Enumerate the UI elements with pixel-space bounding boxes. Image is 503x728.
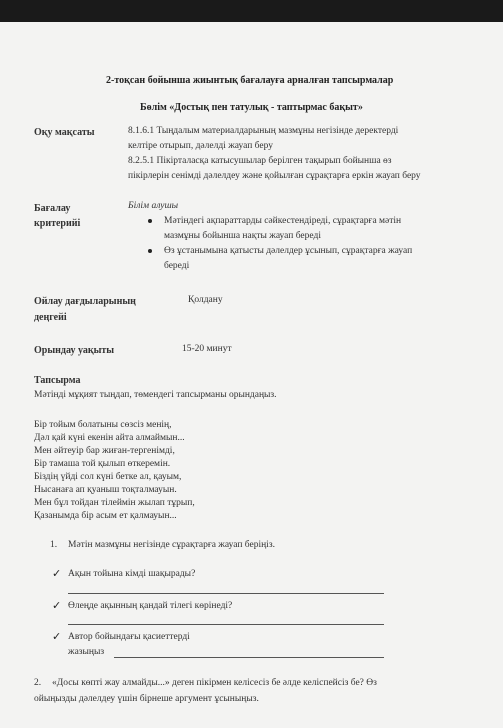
objective-line-3: 8.2.5.1 Пікірталасқа катысушылар берілген тақырып бойынша өз xyxy=(128,156,392,166)
top-dark-band xyxy=(0,0,503,22)
check-icon: ✓ xyxy=(52,568,62,580)
time-label: Орындау уақыты xyxy=(34,345,115,356)
time-value: 15-20 минут xyxy=(182,344,232,354)
task-instruction: Мәтінді мұқият тыңдап, төмендегі тапсырманы орындаңыз. xyxy=(34,390,277,400)
poem-line-6: Нысанаға ап қуаныш тоқталмауын. xyxy=(34,485,177,495)
criteria-bullet-2-line-1: Өз ұстанымына қатысты дәлелдер ұсынып, сұрақтарға жауап xyxy=(164,246,413,256)
criteria-label-1: Бағалау xyxy=(34,203,71,214)
criteria-bullet-1-line-1: Мәтіндегі ақпараттарды сәйкестендіреді, сұрақтарға мәтін xyxy=(164,216,402,226)
question-2-number: 2. xyxy=(34,678,42,688)
poem-line-8: Қазанымда бір асым ет қалмауын... xyxy=(34,511,177,521)
question-1-item-3-line-2: жазыңыз xyxy=(68,647,105,657)
poem-line-5: Біздің үйді сол күні бетке ал, қауым, xyxy=(34,472,182,482)
worksheet-title: 2-тоқсан бойынша жиынтық бағалауға арналған тапсырмалар xyxy=(106,75,394,86)
bullet-dot xyxy=(148,219,152,223)
poem-line-1: Бір тойым болатыны сөзсіз менің, xyxy=(34,420,172,430)
criteria-subtitle: Білім алушы xyxy=(128,201,179,211)
answer-line[interactable] xyxy=(68,593,384,594)
question-1-item-3: Автор бойындағы қасиеттерді xyxy=(68,632,190,642)
bullet-dot xyxy=(148,249,152,253)
criteria-bullet-1-line-2: мазмұны бойынша нақты жауап береді xyxy=(164,231,321,241)
objective-line-1: 8.1.6.1 Тыңдалым материалдарының мазмұны негізінде деректерді xyxy=(128,126,399,136)
check-icon: ✓ xyxy=(52,600,62,612)
thinking-value: Қолдану xyxy=(188,295,223,305)
poem-line-2: Дәл қай күні екенін айта алмаймын... xyxy=(34,433,185,443)
objectives-label: Оқу мақсаты xyxy=(34,127,95,138)
question-2-line-1: «Досы көпті жау алмайды...» деген пікірмен келісесіз бе әлде келіспейсіз бе? Өз xyxy=(52,678,377,688)
poem-line-7: Мен бұл тойдан тілеймін жылап тұрып, xyxy=(34,498,195,508)
thinking-label-1: Ойлау дағдыларының xyxy=(34,296,136,307)
section-title: Бөлім «Достық пен татулық - таптырмас бақыт» xyxy=(140,102,363,113)
thinking-label-2: деңгейі xyxy=(34,312,67,323)
objective-line-2: келтіре отырып, дәлелді жауап беру xyxy=(128,141,273,151)
question-1-text: Мәтін мазмұны негізінде сұрақтарға жауап беріңіз. xyxy=(68,540,275,550)
question-1-number: 1. xyxy=(50,540,58,550)
objective-line-4: пікірлерін сенімді дәлелдеу және қойылған сұрақтарға еркін жауап беру xyxy=(128,171,421,181)
check-icon: ✓ xyxy=(52,631,62,643)
poem-line-3: Мен әйтеуір бар жиған-тергенімді, xyxy=(34,446,175,456)
task-heading: Тапсырма xyxy=(34,375,81,386)
question-1-item-1: Ақын тойына кімді шақырады? xyxy=(68,569,196,579)
question-2-line-2: ойыңызды дәлелдеу үшін бірнеше аргумент ұсыныңыз. xyxy=(34,694,259,704)
criteria-bullet-2-line-2: береді xyxy=(164,261,190,271)
poem-line-4: Бір тамаша той қылып өткеремін. xyxy=(34,459,171,469)
criteria-label-2: критерийі xyxy=(34,218,81,229)
answer-line[interactable] xyxy=(114,657,384,658)
question-1-item-2: Өлеңде ақынның қандай тілегі көрінеді? xyxy=(68,601,233,611)
answer-line[interactable] xyxy=(68,624,384,625)
